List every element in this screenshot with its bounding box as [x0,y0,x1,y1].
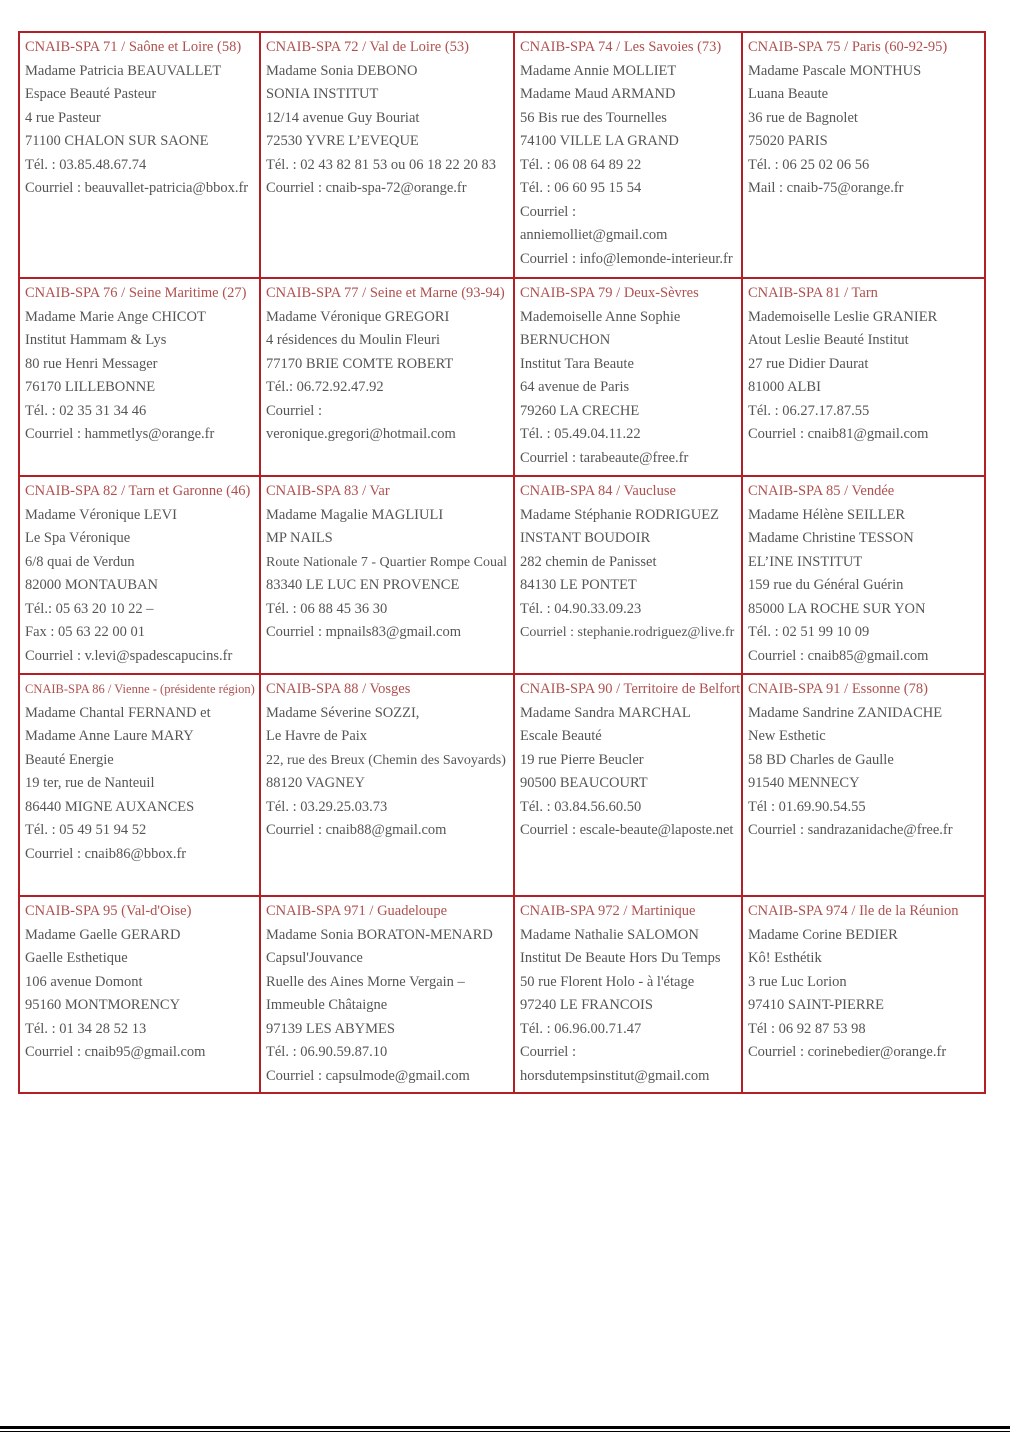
entry-line: Courriel : v.levi@spadescapucins.fr [25,647,233,664]
entry-title: CNAIB-SPA 95 (Val-d'Oise) [25,903,192,919]
entry-line: Courriel : cnaib95@gmail.com [25,1044,206,1060]
entry-line: Beauté Energie [25,751,114,768]
entry-line: Courriel : tarabeaute@free.fr [520,449,689,466]
entry-line: 97410 SAINT-PIERRE [748,997,885,1013]
entry-line: Courriel : [520,1044,576,1060]
table-row [19,278,985,476]
entry-line: Courriel : capsulmode@gmail.com [266,1067,470,1084]
table-row [19,476,985,674]
entry-line: Tél. : 06.90.59.87.10 [266,1044,388,1060]
footer-rule-thin [0,1431,1010,1432]
entry-line: New Esthetic [748,728,826,744]
entry-line: Madame Séverine SOZZI, [266,704,420,721]
entry-line: 159 rue du Général Guérin [748,577,904,593]
entry-line: Tél.: 05 63 20 10 22 – [25,600,154,617]
entry-title: CNAIB-SPA 90 / Territoire de Belfort [520,681,741,697]
entry-line: 71100 CHALON SUR SAONE [25,133,209,149]
entry-line: Courriel : [266,402,322,419]
entry-line: Madame Sandrine ZANIDACHE [748,704,943,721]
entry-line: Tél : 01.69.90.54.55 [748,798,866,815]
entry-line: Tél. : 06 88 45 36 30 [266,600,388,617]
entry-title: CNAIB-SPA 971 / Guadeloupe [266,903,448,919]
entry-line: Tél. : 05 49 51 94 52 [25,822,147,838]
entry-line: 50 rue Florent Holo - à l'étage [520,973,695,990]
contact-cell [514,32,742,278]
table-row [19,896,985,1093]
contact-cell [514,674,742,896]
entry-line: Tél. : 06.27.17.87.55 [748,402,870,419]
entry-line: SONIA INSTITUT [266,86,379,102]
contact-cell [742,278,985,476]
entry-line: 4 rue Pasteur [25,109,101,126]
entry-line: Institut De Beaute Hors Du Temps [520,950,721,966]
entry-line: Tél.: 06.72.92.47.92 [266,379,384,395]
entry-line: Tél. : 02 51 99 10 09 [748,624,870,640]
entry-title: CNAIB-SPA 71 / Saône et Loire (58) [25,39,242,55]
entry-line: EL’INE INSTITUT [748,553,863,570]
entry-line: Tél. : 06 25 02 06 56 [748,156,870,173]
contact-cell [514,278,742,476]
contact-cell [742,32,985,278]
entry-line: BERNUCHON [520,332,611,348]
entry-line: Madame Pascale MONTHUS [748,62,922,79]
entry-line: 6/8 quai de Verdun [25,553,135,570]
entry-line: Courriel : [520,203,576,220]
entry-line: Courriel : corinebedier@orange.fr [748,1044,947,1060]
entry-line: Tél. : 03.29.25.03.73 [266,798,388,815]
entry-line: Luana Beaute [748,86,829,102]
entry-line: 95160 MONTMORENCY [25,997,181,1013]
entry-line: 22, rue des Breux (Chemin des Savoyards) [266,752,506,768]
entry-line: 82000 MONTAUBAN [25,577,158,593]
entry-line: Courriel : cnaib-spa-72@orange.fr [266,180,467,196]
entry-title: CNAIB-SPA 85 / Vendée [748,483,895,499]
contact-cell [514,476,742,674]
entry-line: Courriel : sandrazanidache@free.fr [748,822,953,838]
entry-line: Madame Marie Ange CHICOT [25,308,206,325]
entry-line: Institut Tara Beaute [520,355,634,372]
entry-line: 4 résidences du Moulin Fleuri [266,332,440,348]
entry-line: Capsul'Jouvance [266,950,363,966]
entry-line: Madame Magalie MAGLIULI [266,506,444,523]
entry-line: Courriel : cnaib85@gmail.com [748,647,929,664]
entry-line: Tél. : 03.85.48.67.74 [25,156,147,173]
entry-title: CNAIB-SPA 75 / Paris (60-92-95) [748,39,948,55]
entry-line: Tél. : 01 34 28 52 13 [25,1020,147,1037]
entry-line: 72530 YVRE L’EVEQUE [266,133,419,149]
entry-line: Courriel : hammetlys@orange.fr [25,426,215,442]
contact-cell [742,476,985,674]
entry-title: CNAIB-SPA 76 / Seine Maritime (27) [25,285,247,301]
entry-line: MP NAILS [266,530,333,546]
entry-line: Mademoiselle Anne Sophie [520,308,681,325]
entry-title: CNAIB-SPA 74 / Les Savoies (73) [520,39,722,55]
contact-cell [260,674,514,896]
entry-line: Espace Beauté Pasteur [25,86,157,102]
entry-line: Tél. : 06 08 64 89 22 [520,156,642,173]
entry-line: Madame Anne Laure MARY [25,728,194,744]
entry-line: Courriel : stephanie.rodriguez@live.fr [520,625,735,640]
entry-line: Tél. : 06.96.00.71.47 [520,1020,642,1037]
entry-line: horsdutempsinstitut@gmail.com [520,1067,710,1084]
entry-line: 83340 LE LUC EN PROVENCE [266,577,460,593]
contact-cell [19,674,260,896]
directory-body [19,32,985,1093]
entry-line: 58 BD Charles de Gaulle [748,751,894,768]
entry-line: Courriel : cnaib88@gmail.com [266,822,447,838]
entry-title: CNAIB-SPA 84 / Vaucluse [520,483,676,499]
contact-cell [19,896,260,1093]
entry-line: Courriel : mpnails83@gmail.com [266,624,461,640]
contact-cell [742,674,985,896]
entry-line: Courriel : cnaib86@bbox.fr [25,845,187,862]
entry-title: CNAIB-SPA 79 / Deux-Sèvres [520,285,699,301]
entry-line: Madame Gaelle GERARD [25,926,181,943]
entry-line: Fax : 05 63 22 00 01 [25,624,146,640]
entry-line: 106 avenue Domont [25,973,143,990]
contact-cell [260,476,514,674]
contact-cell [742,896,985,1093]
entry-line: 91540 MENNECY [748,775,860,791]
entry-line: Madame Stéphanie RODRIGUEZ [520,506,719,523]
entry-line: 75020 PARIS [748,133,828,149]
entry-title: CNAIB-SPA 72 / Val de Loire (53) [266,39,469,55]
entry-line: Madame Maud ARMAND [520,86,676,102]
entry-line: Atout Leslie Beauté Institut [748,332,909,348]
entry-title: CNAIB-SPA 83 / Var [266,483,390,499]
contact-cell [19,476,260,674]
entry-line: 97139 LES ABYMES [266,1020,395,1037]
contact-cell [260,896,514,1093]
entry-line: 81000 ALBI [748,379,821,395]
entry-title: CNAIB-SPA 974 / Ile de la Réunion [748,903,959,919]
entry-line: Madame Christine TESSON [748,530,914,546]
entry-line: Tél. : 06 60 95 15 54 [520,180,642,196]
entry-line: Madame Sonia BORATON-MENARD [266,926,493,943]
entry-line: 282 chemin de Panisset [520,553,657,570]
entry-line: Courriel : cnaib81@gmail.com [748,426,929,442]
entry-line: 88120 VAGNEY [266,775,365,791]
entry-line: Institut Hammam & Lys [25,332,167,348]
contact-cell [514,896,742,1093]
entry-line: 3 rue Luc Lorion [748,973,847,990]
entry-line: 85000 LA ROCHE SUR YON [748,600,926,617]
entry-line: 76170 LILLEBONNE [25,379,156,395]
entry-line: 79260 LA CRECHE [520,402,640,419]
entry-line: Immeuble Châtaigne [266,997,388,1013]
entry-line: 56 Bis rue des Tournelles [520,109,667,126]
contact-directory-table [18,31,986,1094]
entry-line: 84130 LE PONTET [520,577,637,593]
entry-line: Le Spa Véronique [25,530,131,546]
entry-line: Courriel : info@lemonde-interieur.fr [520,250,733,267]
entry-line: Madame Sonia DEBONO [266,62,418,79]
entry-line: Tél : 06 92 87 53 98 [748,1020,866,1037]
entry-title: CNAIB-SPA 91 / Essonne (78) [748,681,928,697]
entry-line: 27 rue Didier Daurat [748,355,869,372]
entry-line: Escale Beauté [520,728,602,744]
entry-title: CNAIB-SPA 77 / Seine et Marne (93-94) [266,285,505,301]
entry-line: 90500 BEAUCOURT [520,775,648,791]
entry-line: Madame Hélène SEILLER [748,506,906,523]
entry-line: Madame Sandra MARCHAL [520,704,691,721]
entry-line: Courriel : beauvallet-patricia@bbox.fr [25,180,249,196]
entry-line: Madame Corine BEDIER [748,926,898,943]
entry-line: 74100 VILLE LA GRAND [520,133,679,149]
entry-title: CNAIB-SPA 86 / Vienne - (présidente région) [25,682,255,696]
entry-title: CNAIB-SPA 88 / Vosges [266,681,411,697]
entry-line: Gaelle Esthetique [25,950,128,966]
entry-title: CNAIB-SPA 972 / Martinique [520,903,696,919]
entry-line: Mail : cnaib-75@orange.fr [748,180,904,196]
entry-line: Route Nationale 7 - Quartier Rompe Coual [266,554,508,570]
entry-line: anniemolliet@gmail.com [520,227,668,243]
entry-line: Madame Patricia BEAUVALLET [25,62,222,79]
entry-line: 19 ter, rue de Nanteuil [25,775,155,791]
entry-line: Tél. : 05.49.04.11.22 [520,426,641,442]
entry-line: Ruelle des Aines Morne Vergain – [266,973,465,990]
entry-line: 19 rue Pierre Beucler [520,751,644,768]
entry-line: Tél. : 03.84.56.60.50 [520,798,642,815]
entry-line: Madame Annie MOLLIET [520,62,677,79]
entry-line: Tél. : 02 35 31 34 46 [25,402,147,419]
entry-line: Tél. : 02 43 82 81 53 ou 06 18 22 20 83 [266,156,496,173]
contact-cell [19,32,260,278]
contact-cell [19,278,260,476]
entry-line: veronique.gregori@hotmail.com [266,426,456,442]
entry-line: 80 rue Henri Messager [25,355,158,372]
entry-line: Madame Véronique LEVI [25,506,177,523]
entry-title: CNAIB-SPA 81 / Tarn [748,285,878,301]
entry-line: Tél. : 04.90.33.09.23 [520,600,642,617]
entry-title: CNAIB-SPA 82 / Tarn et Garonne (46) [25,483,251,499]
entry-line: Le Havre de Paix [266,728,368,744]
entry-line: Mademoiselle Leslie GRANIER [748,308,938,325]
entry-line: INSTANT BOUDOIR [520,530,651,546]
entry-line: 36 rue de Bagnolet [748,109,858,126]
contact-cell [260,32,514,278]
entry-line: 12/14 avenue Guy Bouriat [266,109,420,126]
entry-line: Madame Véronique GREGORI [266,308,450,325]
contact-cell [260,278,514,476]
table-row [19,32,985,278]
entry-line: 86440 MIGNE AUXANCES [25,798,195,815]
entry-line: Madame Nathalie SALOMON [520,926,699,943]
entry-line: Courriel : escale-beaute@laposte.net [520,822,734,838]
footer-rule-thick [0,1426,1010,1429]
entry-line: Kô! Esthétik [748,950,822,966]
table-row [19,674,985,896]
entry-line: 77170 BRIE COMTE ROBERT [266,355,454,372]
entry-line: 97240 LE FRANCOIS [520,997,653,1013]
entry-line: Madame Chantal FERNAND et [25,704,211,721]
entry-line: 64 avenue de Paris [520,379,630,395]
